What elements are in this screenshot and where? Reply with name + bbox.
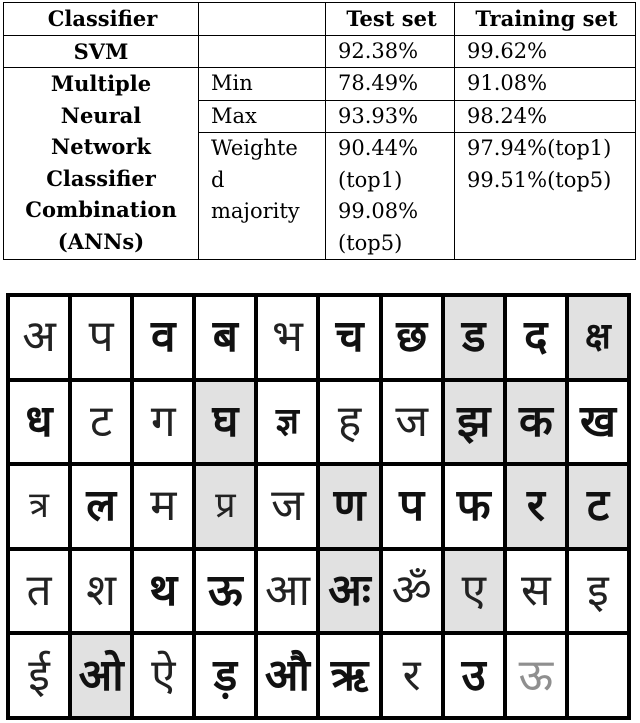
- handwritten-character: ड़: [213, 649, 238, 701]
- character-sample-cell: [320, 466, 378, 547]
- character-sample-cell: [445, 466, 503, 547]
- weighted-method-line: Weighte: [211, 136, 298, 160]
- handwritten-character: भ: [271, 311, 303, 363]
- header-training-set: Training set: [455, 3, 636, 36]
- handwritten-character: इ: [587, 565, 609, 617]
- character-sample-cell: [72, 297, 130, 378]
- handwritten-character: प: [88, 311, 114, 363]
- character-sample-cell: [383, 466, 441, 547]
- mnncc-label-line: Combination: [25, 197, 177, 222]
- character-sample-cell: [10, 635, 68, 716]
- character-sample-cell: [507, 466, 565, 547]
- handwritten-character: ग: [150, 395, 176, 447]
- table-row-svm: [4, 35, 636, 68]
- character-sample-cell: [258, 297, 316, 378]
- handwritten-character: ई: [28, 649, 50, 701]
- character-sample-cell: [10, 551, 68, 632]
- handwritten-character: ए: [461, 565, 486, 617]
- handwritten-character: आ: [264, 565, 310, 617]
- mnncc-label-line: Network: [51, 134, 151, 159]
- handwritten-character: त्र: [29, 485, 49, 527]
- character-sample-cell: [320, 551, 378, 632]
- character-sample-cell: [72, 382, 130, 463]
- max-method: Max: [199, 100, 326, 133]
- empty-sample-cell: [569, 635, 627, 716]
- character-sample-cell: [258, 635, 316, 716]
- character-sample-cell: [196, 551, 254, 632]
- handwritten-character: ॐ: [391, 565, 432, 617]
- weighted-method: [199, 133, 326, 260]
- weighted-test-line: (top5): [338, 230, 403, 255]
- handwritten-character: ह: [337, 395, 362, 447]
- svm-label: SVM: [4, 35, 199, 68]
- handwritten-character: ध: [25, 395, 53, 447]
- handwritten-character: घ: [212, 395, 239, 447]
- weighted-train-line: 97.94%(top1): [467, 136, 612, 160]
- mnncc-label-line: Multiple: [50, 71, 152, 96]
- character-sample-cell: [258, 466, 316, 547]
- handwritten-character: स: [520, 565, 551, 617]
- character-sample-cell: [507, 382, 565, 463]
- svm-method-empty: [199, 35, 326, 68]
- character-sample-cell: [134, 382, 192, 463]
- character-sample-grid: [6, 293, 631, 720]
- character-sample-cell: [320, 635, 378, 716]
- weighted-train: [455, 133, 636, 260]
- character-sample-cell: [445, 635, 503, 716]
- handwritten-character: थ: [149, 565, 178, 617]
- header-method: [199, 3, 326, 36]
- handwritten-character: व: [151, 311, 176, 363]
- character-sample-cell: [72, 635, 130, 716]
- mnncc-label: [4, 68, 199, 260]
- handwritten-character: उ: [461, 649, 486, 701]
- character-sample-cell: [134, 551, 192, 632]
- min-train: 91.08%: [455, 68, 636, 101]
- handwritten-character: त: [26, 565, 52, 617]
- character-sample-cell: [507, 297, 565, 378]
- svm-train: 99.62%: [455, 35, 636, 68]
- handwritten-character: म: [150, 480, 177, 532]
- handwritten-character: औ: [264, 649, 310, 701]
- character-sample-cell: [196, 297, 254, 378]
- character-sample-cell: [445, 382, 503, 463]
- handwritten-character: अ: [22, 311, 56, 363]
- weighted-test: [326, 133, 455, 260]
- mnncc-label-line: Neural: [60, 102, 142, 128]
- handwritten-character: ज्ञ: [275, 400, 299, 442]
- handwritten-character: ऊ: [208, 565, 243, 617]
- results-table: [3, 2, 636, 260]
- character-sample-cell: [196, 635, 254, 716]
- character-sample-cell: [196, 382, 254, 463]
- table-row-min: [4, 68, 636, 101]
- handwritten-character: ऋ: [330, 649, 369, 701]
- weighted-test-line: 90.44%: [338, 136, 419, 160]
- character-sample-cell: [196, 466, 254, 547]
- weighted-method-line: d: [211, 167, 225, 192]
- character-sample-cell: [258, 551, 316, 632]
- character-sample-cell: [10, 297, 68, 378]
- handwritten-character: ट: [90, 395, 113, 447]
- character-sample-cell: [320, 297, 378, 378]
- mnncc-label-line: (ANNs): [57, 228, 145, 254]
- handwritten-character: च: [335, 311, 364, 363]
- character-sample-cell: [507, 551, 565, 632]
- handwritten-character: द: [524, 311, 548, 363]
- svm-test: 92.38%: [326, 35, 455, 68]
- handwritten-character: ब: [212, 311, 238, 363]
- character-sample-cell: [10, 466, 68, 547]
- weighted-test-line: (top1): [338, 167, 403, 192]
- handwritten-character: ज: [395, 395, 428, 447]
- header-test-set: Test set: [326, 3, 455, 36]
- character-sample-cell: [258, 382, 316, 463]
- character-sample-cell: [134, 297, 192, 378]
- handwritten-character: प: [399, 480, 425, 532]
- handwritten-character: क्ष: [585, 316, 611, 358]
- weighted-train-line: 99.51%(top5): [467, 167, 612, 192]
- handwritten-character: र: [526, 480, 545, 532]
- character-sample-cell: [383, 297, 441, 378]
- handwritten-character: ओ: [78, 649, 124, 701]
- character-sample-cell: [569, 297, 627, 378]
- character-sample-cell: [445, 551, 503, 632]
- header-classifier: Classifier: [4, 3, 199, 36]
- handwritten-character: ड: [461, 311, 486, 363]
- handwritten-character: ऊ: [518, 649, 554, 701]
- handwritten-character: अः: [328, 565, 371, 617]
- character-sample-cell: [569, 466, 627, 547]
- min-method: Min: [199, 68, 326, 101]
- max-test: 93.93%: [326, 100, 455, 133]
- handwritten-character: झ: [457, 395, 491, 447]
- handwritten-character: ख: [579, 395, 616, 447]
- character-sample-cell: [72, 551, 130, 632]
- max-train: 98.24%: [455, 100, 636, 133]
- handwritten-character: फ: [456, 480, 491, 532]
- handwritten-character: छ: [396, 311, 428, 363]
- handwritten-character: ण: [333, 480, 366, 532]
- character-sample-cell: [383, 551, 441, 632]
- weighted-test-line: 99.08%: [338, 199, 419, 223]
- character-sample-cell: [320, 382, 378, 463]
- handwritten-character: ल: [86, 480, 117, 532]
- handwritten-character: र: [402, 649, 421, 701]
- character-sample-cell: [134, 466, 192, 547]
- handwritten-character: क: [518, 395, 553, 447]
- min-test: 78.49%: [326, 68, 455, 101]
- character-sample-cell: [445, 297, 503, 378]
- character-sample-cell: [10, 382, 68, 463]
- character-sample-cell: [134, 635, 192, 716]
- handwritten-character: ट: [586, 480, 610, 532]
- character-sample-cell: [383, 382, 441, 463]
- handwritten-character: ज: [271, 480, 304, 532]
- handwritten-character: ऐ: [151, 649, 176, 701]
- mnncc-label-line: Classifier: [46, 165, 156, 191]
- table-header-row: [4, 3, 636, 36]
- character-sample-cell: [569, 551, 627, 632]
- weighted-method-line: majority: [211, 199, 300, 223]
- handwritten-character: प्र: [215, 485, 236, 527]
- character-sample-cell: [72, 466, 130, 547]
- character-sample-cell: [383, 635, 441, 716]
- handwritten-character: श: [86, 565, 117, 617]
- character-sample-cell: [569, 382, 627, 463]
- character-sample-cell: [507, 635, 565, 716]
